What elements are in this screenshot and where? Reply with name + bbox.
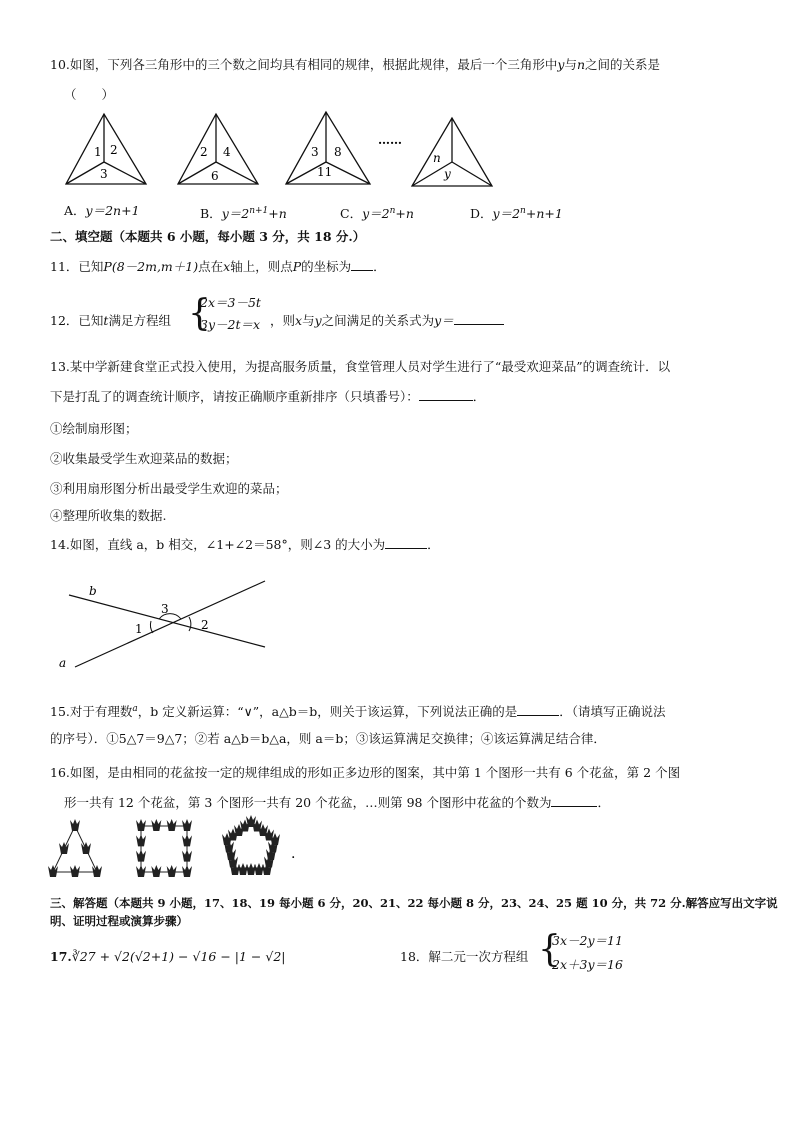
square-pot-4 [182, 834, 192, 846]
triangle-pot-1 [59, 842, 69, 854]
q14-answer-blank[interactable] [385, 536, 427, 549]
q15-answer-blank[interactable] [517, 703, 559, 716]
q18-eq1: 3x－2y＝11 [552, 933, 623, 948]
q11-answer-blank[interactable] [351, 258, 373, 271]
square-pot-11 [136, 834, 146, 846]
q12-tail: ，则x与y之间满足的关系式为y＝ [270, 312, 504, 330]
triangle-pot-2 [48, 865, 58, 877]
triangle-3-bottom: 11 [317, 165, 333, 179]
triangle-2-bottom: 6 [211, 169, 219, 183]
square-pot-0 [136, 819, 146, 831]
square-pot-10 [136, 850, 146, 862]
pattern-pentagon [222, 815, 280, 875]
q10-paren: （ ） [64, 87, 115, 102]
label-2: 2 [201, 618, 209, 632]
label-3: 3 [161, 602, 169, 616]
label-a: a [59, 656, 67, 670]
square-pot-1 [151, 819, 161, 831]
ellipsis-dots: …… [378, 133, 402, 147]
section-3-line1: 三、解答题（本题共 9 小题，17、18、19 每小题 6 分，20、21、22 每小题 8 分，23、24、25 题 10 分，共 72 分.解答应写出文字说 [50, 896, 778, 910]
q10-stem: 10.如图，下列各三角形中的三个数之间均具有相同的规律，根据此规律，最后一个三角形中y与n之间的关系是 [50, 57, 661, 72]
square-outline [141, 826, 187, 872]
triangle-pot-4 [92, 865, 102, 877]
q13-line1: 13.某中学新建食堂正式投入使用，为提高服务质量，食堂管理人员对学生进行了“最受欢迎菜品”的调查统计．以 [50, 359, 671, 374]
q12-pre: 12．已知t满足方程组 [50, 313, 171, 328]
label-b: b [89, 584, 97, 598]
q11: 11．已知P(8－2m,m＋1)点在x轴上，则点P的坐标为 ． [50, 259, 386, 274]
q17: 17.∛27 + √2(√2+1) − √16 − |1 − √2| [50, 949, 286, 964]
triangle-2 [178, 114, 258, 184]
label-1: 1 [135, 622, 143, 636]
triangle-pot-3 [70, 865, 80, 877]
flower-pot-patterns [45, 816, 305, 886]
triangle-2-left: 2 [200, 145, 208, 159]
square-pot-9 [136, 865, 146, 877]
triangle-figure-row [60, 110, 620, 190]
triangle-1-bottom: 3 [100, 167, 108, 181]
triangle-3-left: 3 [311, 145, 319, 159]
pattern-square [136, 819, 192, 877]
line-a [75, 581, 265, 667]
q16-line2: 形一共有 12 个花盆，第 3 个图形一共有 20 个花盆，…则第 98 个图形中花盆的个数为 ． [64, 795, 610, 810]
square-pot-5 [182, 850, 192, 862]
pattern-triangle [48, 819, 102, 877]
angle-2-arc [189, 617, 191, 631]
q13-item-3: ③利用扇形图分析出最受学生欢迎的菜品； [50, 481, 288, 496]
q18-brace: { [538, 929, 561, 970]
square-pot-2 [167, 819, 177, 831]
q13-item-2: ②收集最受学生欢迎菜品的数据； [50, 451, 238, 466]
q12-eq1: 2x＝3－5t [200, 295, 261, 310]
triangle-4-bottom: y [444, 167, 451, 181]
square-pot-3 [182, 819, 192, 831]
triangle-3-right: 8 [334, 145, 342, 159]
q13-item-1: ①绘制扇形图； [50, 421, 138, 436]
q10-option-d[interactable]: D．$y=2^n+n+1$ [470, 206, 563, 222]
q10-option-b[interactable]: B．$y=2^{n+1}+n$ [200, 206, 287, 222]
intersecting-lines-figure [55, 575, 275, 675]
q15-line2: 的序号）．①5△7＝9△7；②若 a△b＝b△a，则 a＝b；③该运算满足交换律；④该运算满足结合律． [50, 731, 606, 746]
triangle-pot-0 [70, 819, 80, 831]
q15-line1: 15.对于有理数$^a$，b 定义新运算：“∨”，a△b＝b，则关于该运算，下列说法正确的是 ．（请填写正确说法 [50, 704, 666, 720]
q18-eq2: 2x＋3y＝16 [552, 957, 623, 972]
q13-item-4: ④整理所收集的数据. [50, 508, 167, 523]
q10-option-c[interactable]: C．$y=2^n+n$ [340, 206, 414, 222]
triangle-1 [66, 114, 146, 184]
angle-1-arc [150, 621, 153, 633]
section-3-line2: 明、证明过程或演算步骤） [50, 914, 188, 928]
q18-pre: 18．解二元一次方程组 [400, 949, 529, 964]
triangle-2-right: 4 [223, 145, 231, 159]
q12-brace: { [188, 293, 211, 334]
section-2-title: 二、填空题（本题共 6 小题，每小题 3 分，共 18 分.） [50, 229, 366, 244]
triangle-1-right: 2 [110, 143, 118, 157]
q12-answer-blank[interactable] [454, 312, 504, 325]
square-pot-8 [151, 865, 161, 877]
triangle-4 [412, 118, 492, 186]
triangle-4-left: n [433, 151, 441, 165]
triangle-pot-5 [81, 842, 91, 854]
pattern-trailing-dot: . [291, 846, 296, 862]
q12-eq2: 3y－2t＝x [200, 317, 261, 332]
q13-line2: 下是打乱了的调查统计顺序，请按正确顺序重新排序（只填番号）： ． [50, 389, 486, 404]
q16-line1: 16.如图，是由相同的花盆按一定的规律组成的形如正多边形的图案，其中第 1 个图形一共有 6 个花盆，第 2 个图 [50, 765, 681, 780]
square-pot-6 [182, 865, 192, 877]
q14-text: 14.如图，直线 a，b 相交，∠1+∠2＝58°，则∠3 的大小为 ． [50, 537, 440, 552]
square-pot-7 [167, 865, 177, 877]
triangle-3 [286, 112, 370, 184]
q10-option-a[interactable]: A．y＝2n+1 [64, 203, 140, 218]
triangle-1-left: 1 [94, 145, 102, 159]
q16-answer-blank[interactable] [551, 794, 597, 807]
q13-answer-blank[interactable] [419, 388, 473, 401]
